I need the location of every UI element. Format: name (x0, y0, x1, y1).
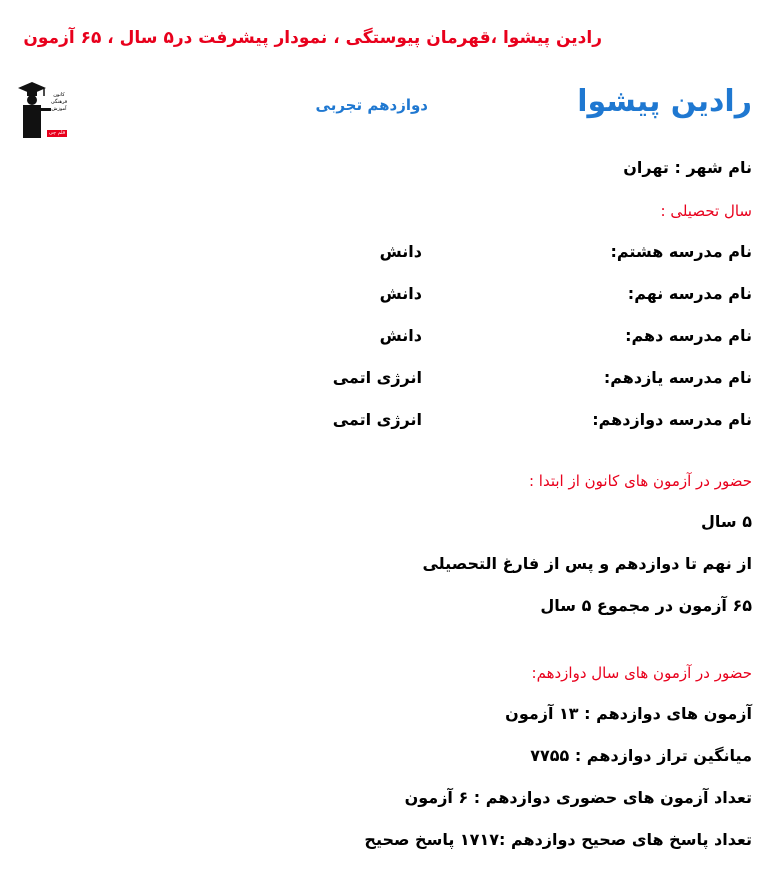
correct-12: تعداد پاسخ های صحیح دوازدهم :۱۷۱۷ پاسخ صحیح (364, 830, 752, 849)
school-value: دانش (379, 284, 422, 303)
student-grade: دوازدهم تجربی (315, 96, 428, 114)
school-label: نام مدرسه نهم: (627, 284, 752, 303)
graduate-logo-icon (14, 78, 70, 140)
school-row-12 (332, 410, 752, 434)
attendance-12-label: حضور در آزمون های سال دوازدهم: (531, 664, 752, 682)
school-value: دانش (379, 326, 422, 345)
attendance-all-label: حضور در آزمون های کانون از ابتدا : (528, 472, 752, 490)
city-line: نام شهر : تهران (623, 158, 752, 177)
school-value: دانش (379, 242, 422, 261)
school-value: انرژی اتمی (332, 410, 422, 429)
attendance-range: از نهم تا دوازدهم و پس از فارغ التحصیلی (422, 554, 752, 573)
logo-line-1: کانون (53, 92, 65, 98)
attendance-total: ۶۵ آزمون در مجموع ۵ سال (540, 596, 752, 615)
attendance-years: ۵ سال (701, 512, 752, 531)
school-row-10 (332, 326, 752, 350)
school-label: نام مدرسه یازدهم: (603, 368, 752, 387)
avg-score-12: میانگین تراز دوازدهم : ۷۷۵۵ (530, 746, 752, 765)
school-label: نام مدرسه هشتم: (610, 242, 752, 261)
exams-12: آزمون های دوازدهم : ۱۳ آزمون (505, 704, 752, 723)
school-label: نام مدرسه دهم: (625, 326, 752, 345)
school-year-label: سال تحصیلی : (660, 202, 752, 220)
logo-line-2: فرهنگی (50, 99, 68, 105)
school-row-9 (332, 284, 752, 308)
student-name: رادین پیشوا (577, 84, 752, 119)
logo-line-4: قلم چی (48, 130, 66, 136)
in-person-12: تعداد آزمون های حضوری دوازدهم : ۶ آزمون (404, 788, 752, 807)
school-value: انرژی اتمی (332, 368, 422, 387)
school-row-8 (332, 242, 752, 266)
school-label: نام مدرسه دوازدهم: (592, 410, 752, 429)
logo-line-3: آموزش (51, 106, 67, 112)
page-headline: رادین پیشوا ،قهرمان پیوستگی ، نمودار پیشرفت در۵ سال ، ۶۵ آزمون (23, 28, 602, 48)
school-row-11 (332, 368, 752, 392)
